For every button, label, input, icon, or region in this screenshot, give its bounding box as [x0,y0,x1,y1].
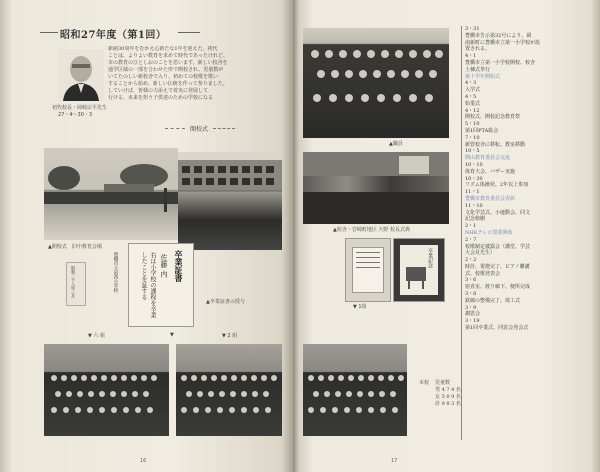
enrollment-line: 児童数 [435,380,451,386]
commemorative-page [400,245,438,295]
body-line: 通学区域の一部を合わせた形で開校され、児童数が [108,67,224,73]
cert-body: 右は小学校の課程を卒業したことを証する [140,252,156,318]
program-line [356,267,380,268]
chronology-list [465,26,593,446]
group-icon [303,28,449,138]
class-photo-left [44,344,169,436]
body-text [108,46,286,118]
chronology-entry: 大会見先生） [465,250,496,257]
page-number-right: 17 [391,458,398,464]
chronology-entry: 文化学芸式、小運動会、同文 [465,209,531,216]
chronology-entry: 置される。 [465,46,491,53]
chronology-date: 3・8 [465,291,477,298]
staff-caption: ▲職員 [389,141,403,147]
trees-icon [44,148,178,240]
portrait-caption-2: 27・4～30・3 [58,112,93,118]
class2-caption: ▼ 2 組 [222,333,238,339]
stage-icon [303,152,449,224]
chronology-entry: 式、校歌発表会 [465,270,501,277]
enrollment-label: 本校 [419,380,430,386]
program-line [356,262,380,263]
chronology-date: 11・1 [465,189,480,196]
section-heading: 開校式 [190,126,209,133]
body-line: いてたのしい新校舎で入り、初めての校歌を歌い [108,74,219,80]
section-rule-left [165,128,185,129]
portrait-photo [58,49,104,101]
chronology-entry: 謝恩会 [465,311,481,318]
chronology-date: 10・10 [465,161,483,168]
page-number-left: 16 [140,458,147,464]
chronology-date: 4・12 [465,107,480,114]
chronology-date: 4・5 [465,93,477,100]
cert-booklet-photo [66,262,86,306]
chronology-entry: 時計、電燈完了、ピアノ購講 [465,263,530,270]
chronology-rule [461,26,462,440]
commemorative-title: 卒業記念 [427,248,433,268]
class1-caption: ▼ 1組 [353,304,367,310]
chronology-date: 2・7 [465,236,477,243]
chronology-entry: 豊橋市立第一小学校開校、校舎 [465,59,536,66]
chronology-date: 7・10 [465,134,480,141]
program-line [356,257,380,258]
building-icon [178,152,282,250]
chronology-date: 4・3 [465,80,477,87]
chronology-date: 3・6 [465,277,477,284]
section-rule-right [213,128,235,129]
class-photo-right-page [303,344,407,436]
chronology-date: 10・5 [465,148,480,155]
chronology-entry: 第十学年開始式 [465,73,501,80]
chronology-entry: 鉄線の整備完了、竣工式 [465,297,521,304]
chronology-entry: NHKテレビ授業開始 [465,229,513,236]
enrollment-line: 男 4 7 4 名 [435,387,461,393]
chronology-date: 3・31 [465,26,480,32]
graduation-certificate [128,243,194,327]
left-page [0,0,293,472]
chronology-entry: 南新町に豊橋市立第一小学校が設 [465,39,541,46]
chronology-entry: 豊橋市教育委員会表彰 [465,195,516,202]
school-building-photo [178,152,282,250]
chronology-entry: 記念植樹 [465,216,486,223]
title-rule-left [40,32,58,33]
staff-photo [303,28,449,138]
group-icon [44,344,169,436]
right-page [293,0,600,472]
chronology-date: 2・2 [465,257,477,264]
chronology-date: 5・10 [465,121,480,128]
chronology-entry: 校歌制定披露会（講堂、学芸 [465,243,531,250]
enrollment-line: 女 5 0 9 名 [435,394,461,400]
chronology-entry: 第1回PTA総会 [465,127,499,134]
chronology-entry: 土棟式挙行 [465,66,491,73]
cert-name: 佐藤 内 [160,254,168,278]
extra-caption: ▼ [170,332,174,338]
body-line: することから始め、新しい伝統を作って参りました。 [108,81,228,87]
enrollment-line: 計 9 8 3 名 [435,401,461,407]
chronology-entry: 開山教育委員会交流 [465,155,511,162]
body-line: していけば、皆様の力添えで着実に発展して [108,88,209,94]
chronology-entry: 開校式、開校記念教育祭 [465,114,521,121]
class6-caption: ▼ 六 組 [88,333,106,339]
chronology-entry: 入学式 [465,87,481,94]
cert-booklet-text: 昭和二十八年三月 [71,266,76,298]
ceremony-stage-photo [303,152,449,224]
ceremony-caption: ▲校舎・岩崎町地区 大野 校長式典 [333,227,411,233]
chronology-date: 3・19 [465,318,480,325]
portrait-caption-1: 初代校長・岡崎宗平先生 [52,105,108,111]
title-rule-right [178,32,200,33]
commemorative-document [393,238,445,302]
program-page [352,247,384,293]
chronology-date: 11・10 [465,202,483,209]
chronology-entry: 第1回卒業式、同窓会発会式 [465,325,529,332]
chronology-entry: リズム体操発、2年以上参加 [465,182,529,189]
chronology-entry: 始業式 [465,100,481,107]
cert-title: 卒業証書 [174,250,184,282]
chronology-date: 10・30 [465,175,483,182]
cert-school-name: 豊橋市立岩西小学校 [113,252,118,293]
chronology-date: 2・1 [465,223,477,230]
chronology-entry: 新管校舎に移転、教室移動 [465,141,526,148]
page-title: 昭和27年度（第1回） [60,30,167,41]
portrait-icon [58,49,104,101]
body-line: 新制30周年をむかえ心新たな1年を迎えた。初代 [108,46,218,52]
chronology-date: 3・9 [465,304,477,311]
body-line: 行ける、未来を担う子供達のための学校になる [108,95,214,101]
program-line [356,252,380,253]
opening-ceremony-caption: ▲開校式 旧中教育会場 [48,244,102,250]
opening-ceremony-photo [44,148,178,240]
program-document [345,238,391,302]
chronology-date: 4・1 [465,53,477,60]
chronology-entry: 宿直室、渡り廊下、便所完成 [465,284,531,291]
group-icon [303,344,407,436]
chronology-entry: 豊橋市告示第32号により、岡 [465,32,532,39]
body-line: ことは、よりよい教育を求めて時代であったけれど、 [108,53,228,59]
chronology-entry: 体育大会、バザー実施 [465,168,516,175]
body-line: 市の教育のひとしおのことを思います。新しい校舎を [108,60,228,66]
group-icon [176,344,282,436]
class-photo-right [176,344,282,436]
certificate-caption: ▲卒業証書の授与 [206,299,245,305]
